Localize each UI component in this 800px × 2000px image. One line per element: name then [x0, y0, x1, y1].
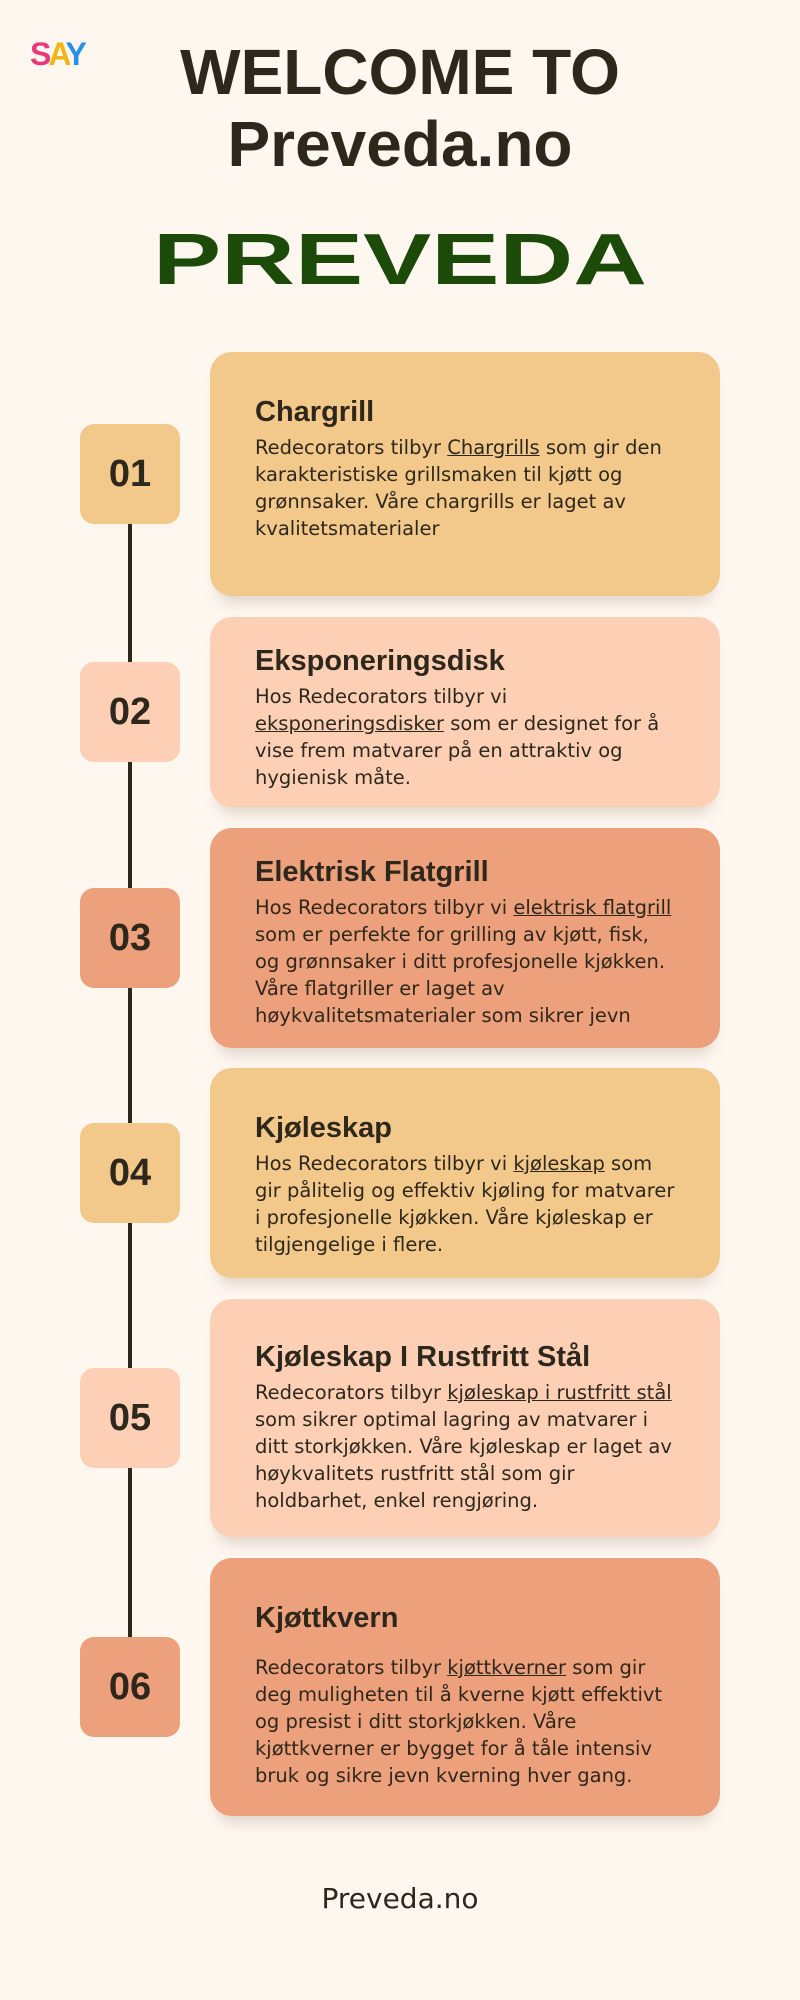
- card-description: [255, 434, 675, 542]
- eksponeringsdisker-link[interactable]: eksponeringsdisker: [255, 712, 445, 735]
- kjoleskap-link[interactable]: kjøleskap: [513, 1152, 605, 1175]
- elektrisk-flatgrill-link[interactable]: elektrisk flatgrill: [513, 896, 672, 919]
- card-title: Kjøleskap: [255, 1112, 392, 1144]
- card-title: Kjøleskap I Rustfritt Stål: [255, 1341, 591, 1373]
- say-logo-y: Y: [65, 36, 84, 72]
- card-description: [255, 1379, 675, 1514]
- welcome-heading: WELCOME TO: [180, 36, 620, 108]
- card-description: [255, 894, 675, 1029]
- step-number-01: 01: [80, 424, 180, 524]
- card-text-post: som sikrer optimal lagring av matvarer i ditt storkjøkken. Våre kjøleskap er laget av høykvalitets rustfritt stål som gir holdbarhet, enkel rengjøring.: [255, 1408, 672, 1512]
- card-kjoleskap-rustfritt-stal: [210, 1299, 720, 1537]
- card-description: [255, 1150, 675, 1258]
- step-number-06: 06: [80, 1637, 180, 1737]
- step-number-02: 02: [80, 662, 180, 762]
- card-title: Elektrisk Flatgrill: [255, 856, 489, 888]
- card-elektrisk-flatgrill: [210, 828, 720, 1048]
- card-description: [255, 1654, 675, 1789]
- card-text-post: som er designet for å vise frem matvarer på en attraktiv og hygienisk måte.: [255, 712, 660, 789]
- card-eksponeringsdisk: [210, 617, 720, 807]
- footer-site-name: Preveda.no: [321, 1882, 479, 1915]
- step-number-05: 05: [80, 1368, 180, 1468]
- card-kjottkvern: [210, 1558, 720, 1816]
- card-text-post: som gir den karakteristiske grillsmaken til kjøtt og grønnsaker. Våre chargrills er laget av kvalitetsmaterialer: [255, 436, 662, 540]
- card-text-pre: Hos Redecorators tilbyr vi: [255, 685, 508, 708]
- say-logo-a: A: [48, 36, 66, 72]
- card-text-pre: Redecorators tilbyr: [255, 1656, 448, 1679]
- preveda-logo: [150, 226, 650, 294]
- card-chargrill: [210, 352, 720, 596]
- card-text-post: som gir deg muligheten til å kverne kjøtt effektivt og presist i ditt storkjøkken. Våre kjøttkverner er bygget for å tåle intensiv bruk og sikre jevn kverning hver gang.: [255, 1656, 663, 1787]
- step-number-03: 03: [80, 888, 180, 988]
- card-title: Eksponeringsdisk: [255, 645, 505, 677]
- card-title: Kjøttkvern: [255, 1602, 399, 1634]
- step-number-04: 04: [80, 1123, 180, 1223]
- card-title: Chargrill: [255, 396, 375, 428]
- chargrills-link[interactable]: Chargrills: [447, 436, 540, 459]
- kjottkverner-link[interactable]: kjøttkverner: [447, 1656, 567, 1679]
- card-text-pre: Hos Redecorators tilbyr vi: [255, 1152, 514, 1175]
- kjoleskap-rustfritt-stal-link[interactable]: kjøleskap i rustfritt stål: [447, 1381, 672, 1404]
- site-heading: Preveda.no: [227, 108, 573, 180]
- card-text-pre: Hos Redecorators tilbyr vi: [255, 896, 514, 919]
- card-description: [255, 683, 675, 791]
- card-kjoleskap: [210, 1068, 720, 1278]
- card-text-pre: Redecorators tilbyr: [255, 1381, 448, 1404]
- card-text-pre: Redecorators tilbyr: [255, 436, 448, 459]
- card-text-post: som er perfekte for grilling av kjøtt, fisk, og grønnsaker i ditt profesjonelle kjøkken. Våre flatgriller er laget av høykvalitetsmaterialer som sikrer jevn: [255, 923, 666, 1027]
- say-logo-s: S: [30, 36, 49, 72]
- card-text-post: som gir pålitelig og effektiv kjøling for matvarer i profesjonelle kjøkken. Våre kjøleskap er tilgjengelige i flere.: [255, 1152, 675, 1256]
- preveda-logo-text: PREVEDA: [153, 226, 647, 294]
